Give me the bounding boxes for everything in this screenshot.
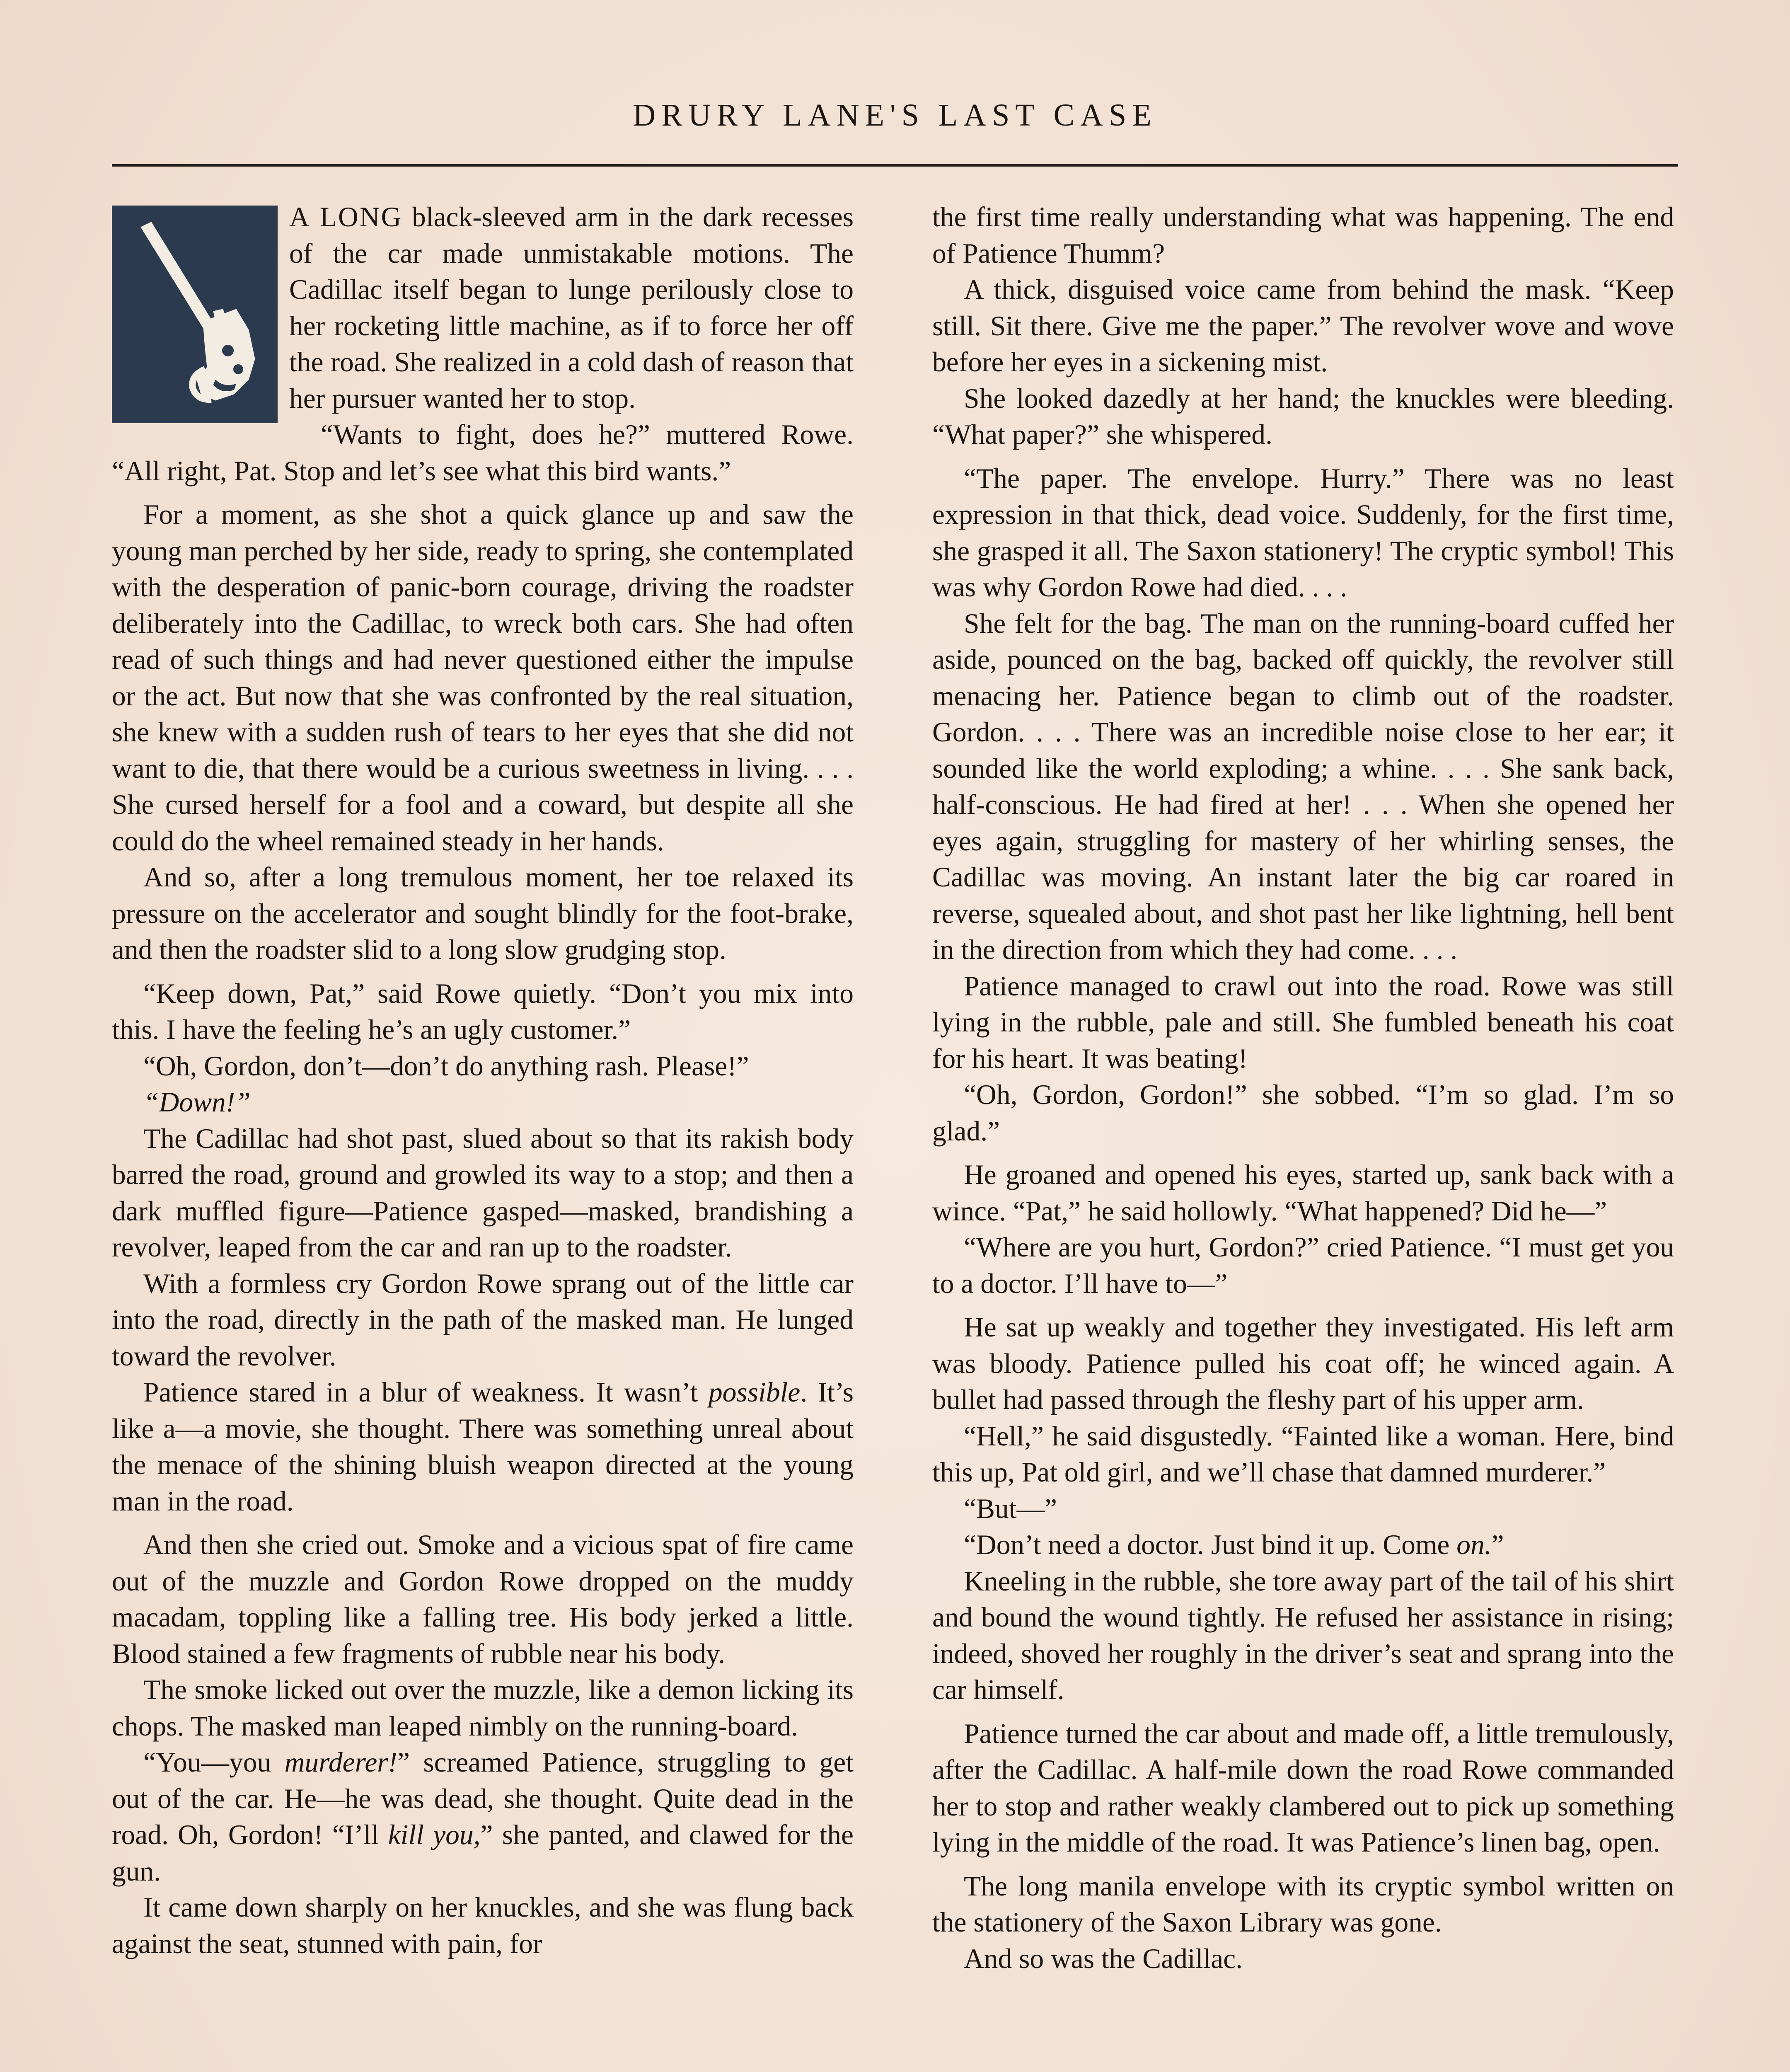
paragraph: She looked dazedly at her hand; the knuckles were bleeding. “What paper?” she whispered. (932, 382, 1674, 450)
paragraph-text: “Don’t need a doctor. Just bind it up. Come (964, 1529, 1457, 1560)
paragraph (932, 1527, 1674, 1563)
paragraph-text: ” screamed Patience, struggling to get out of the car. He—he was dead, she thought. Quite dead in the road. Oh, Gordon! “I’ll (112, 1747, 854, 1850)
paragraph: Kneeling in the rubble, she tore away part of the tail of his shirt and bound the wound tightly. He refused her assistance in rising; indeed, shoved her roughly in the driver’s seat and sprang into the car himself. (932, 1565, 1674, 1705)
paragraph: The long manila envelope with its cryptic symbol written on the stationery of the Saxon Library was gone. (932, 1870, 1674, 1938)
italic-text: possible (708, 1377, 801, 1408)
revolver-icon (112, 206, 278, 423)
paragraph: And then she cried out. Smoke and a vicious spat of fire came out of the muzzle and Gordon Rowe dropped on the muddy macadam, toppling like a falling tree. His body jerked a little. Blood stained a few fragments of rubble near his body. (112, 1529, 854, 1669)
paragraph (112, 1084, 854, 1121)
paragraph-text: . It’s like a—a movie, she thought. There was something unreal about the menace of the shining bluish weapon directed at the young man in the road. (112, 1377, 854, 1517)
paragraph: It came down sharply on her knuckles, and she was flung back against the seat, stunned with pain, for (112, 1892, 854, 1959)
paragraph: He groaned and opened his eyes, started up, sank back with a wince. “Pat,” he said hollowly. “What happened? Did he—” (932, 1159, 1674, 1227)
paragraph: Patience turned the car about and made off, a little tremulously, after the Cadillac. A half-mile down the road Rowe commanded her to stop and rather weakly clambered out to pick up something lying in the middle of the road. It was Patience’s linen bag, open. (932, 1718, 1674, 1858)
header-rule (112, 164, 1678, 167)
paragraph (112, 1744, 854, 1889)
running-head: DRURY LANE'S LAST CASE (633, 98, 1157, 133)
paragraph: “Wants to fight, does he?” muttered Rowe. “All right, Pat. Stop and let’s see what this bird wants.” (112, 419, 854, 487)
paragraph: He sat up weakly and together they investigated. His left arm was bloody. Patience pulled his coat off; he winced again. A bullet had passed through the fleshy part of his upper arm. (932, 1312, 1674, 1415)
paragraph: Patience managed to crawl out into the road. Rowe was still lying in the rubble, pale and still. She fumbled beneath his coat for his heart. It was beating! (932, 970, 1674, 1074)
paragraph: And so, after a long tremulous moment, her toe relaxed its pressure on the accelerator and sought blindly for the foot-brake, and then the roadster slid to a long slow grudging stop. (112, 862, 854, 965)
italic-text: “Down!” (143, 1087, 251, 1118)
left-column (112, 199, 854, 1962)
paragraph-text: ” she panted, and clawed for the gun. (112, 1819, 854, 1887)
paragraph: For a moment, as she shot a quick glance up and saw the young man perched by her side, ready to spring, she contemplated with the desperation of panic-born courage, driving the roadster deliberately into the Cadillac, to wreck both cars. She had often read of such things and had never questioned either the impulse or the act. But now that she was confronted by the real situation, she knew with a sudden rush of tears to her eyes that she did not want to die, that there would be a curious sweetness in living. . . . She cursed herself for a fool and a coward, but despite all she could do the wheel remained steady in her hands. (112, 499, 854, 857)
paragraph: “The paper. The envelope. Hurry.” There was no least expression in that thick, dead voice. Suddenly, for the first time, she grasped it all. The Saxon stationery! The cryptic symbol! This was why Gordon Rowe had died. . . . (932, 462, 1674, 603)
paragraph: “Oh, Gordon, Gordon!” she sobbed. “I’m so glad. I’m so glad.” (932, 1079, 1674, 1147)
paragraph-text: Patience stared in a blur of weakness. It wasn’t (143, 1377, 709, 1408)
paragraph-text: “You—you (143, 1747, 285, 1778)
paragraph-text: black-sleeved arm in the dark recesses of the car made unmistakable motions. The Cadillac itself began to lunge perilously close to her rocketing little machine, as if to force her off the road. She realized in a cold dash of reason that her pursuer wanted her to stop. (289, 201, 854, 414)
paragraph: “Where are you hurt, Gordon?” cried Patience. “I must get you to a doctor. I’ll have to—” (932, 1232, 1674, 1299)
paragraph: With a formless cry Gordon Rowe sprang out of the little car into the road, directly in the path of the masked man. He lunged toward the revolver. (112, 1268, 854, 1372)
paragraph: the first time really understanding what was happening. The end of Patience Thumm? (932, 201, 1674, 269)
right-column (932, 199, 1674, 1977)
italic-text: on. (1456, 1529, 1492, 1560)
paragraph: “Keep down, Pat,” said Rowe quietly. “Don’t you mix into this. I have the feeling he’s an ugly customer.” (112, 978, 854, 1045)
paragraph: “Hell,” he said disgustedly. “Fainted like a woman. Here, bind this up, Pat old girl, and we’ll chase that damned murderer.” (932, 1420, 1674, 1488)
paragraph-text: ” (1491, 1529, 1504, 1560)
paragraph: A thick, disguised voice came from behind the mask. “Keep still. Sit there. Give me the paper.” The revolver wove and wove before her eyes in a sickening mist. (932, 274, 1674, 378)
paragraph: The Cadillac had shot past, slued about so that its rakish body barred the road, ground and growled its way to a stop; and then a dark muffled figure—Patience gasped—masked, brandishing a revolver, leaped from the car and ran up to the roadster. (112, 1123, 854, 1263)
paragraph: She felt for the bag. The man on the running-board cuffed her aside, pounced on the bag, backed off quickly, the revolver still menacing her. Patience began to climb out of the roadster. Gordon. . . . There was an incredible noise close to her ear; it sounded like the world exploding; a whine. . . . She sank back, half-conscious. He had fired at her! . . . When she opened her eyes again, struggling for mastery of her whirling senses, the Cadillac was moving. An instant later the big car roared in reverse, squealed about, and shot past her like lightning, hell bent in the direction from which they had come. . . . (932, 608, 1674, 965)
paragraph: And so was the Cadillac. (964, 1943, 1243, 1974)
italic-text: murderer! (284, 1747, 398, 1778)
paragraph: The smoke licked out over the muzzle, like a demon licking its chops. The masked man leaped nimbly on the running-board. (112, 1674, 854, 1742)
paragraph: “But—” (964, 1493, 1057, 1524)
lead-in-caps: A LONG (289, 201, 403, 232)
paragraph: “Oh, Gordon, don’t—don’t do anything rash. Please!” (143, 1050, 749, 1082)
paragraph (112, 1374, 854, 1519)
italic-text: kill you, (388, 1819, 481, 1850)
